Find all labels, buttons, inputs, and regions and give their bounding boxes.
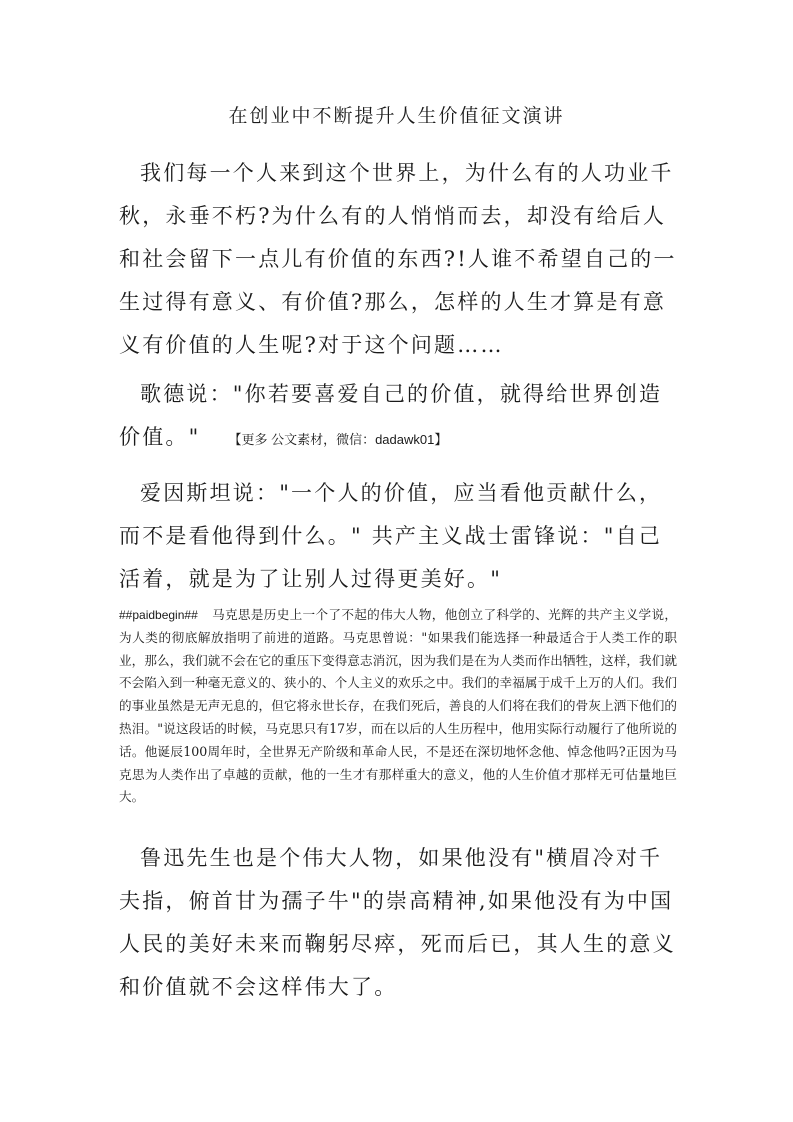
document-title: 在创业中不断提升人生价值征文演讲 — [228, 105, 565, 127]
paragraph-marx — [119, 604, 677, 809]
promo-note: 【更多 公文素材，微信：dadawk01】 — [228, 432, 448, 447]
marx-text: 马克思是历史上一个了不起的伟大人物，他创立了科学的、光辉的共产主义学说，为人类的彻底解放指明了前进的道路。马克思曾说："如果我们能选择一种最适合于人类工作的职业，那么，我们就不会在它的重压下变得意志消沉，因为我们是在为人类而作出牺牲，这样，我们就不会陷入到一种毫无意义的、狭小的、个人主义的欢乐之中。我们的幸福属于成千上万的人们。我们的事业虽然是无声无息的，但它将永世长存，在我们死后，善良的人们将在我们的骨灰上洒下他们的热泪。"说这段话的时候，马克思只有17岁，而在以后的人生历程中，他用实际行动履行了他所说的话。他诞辰100周年时，全世界无产阶级和革命人民，不是还在深切地怀念他、悼念他吗?正因为马克思为人类作出了卓越的贡献，他的一生才有那样重大的意义，他的人生价值才那样无可估量地巨大。 — [119, 607, 677, 805]
paragraph-goethe — [119, 373, 679, 461]
paragraph-luxun: 鲁迅先生也是个伟大人物，如果他没有"横眉冷对千夫指，俯首甘为孺子牛"的崇高精神,如果他没有为中国人民的美好未来而鞠躬尽瘁，死而后已，其人生的意义和价值就不会这样伟大了。 — [119, 846, 676, 999]
paragraph-intro: 我们每一个人来到这个世界上，为什么有的人功业千秋，永垂不朽?为什么有的人悄悄而去，却没有给后人和社会留下一点儿有价值的东西?!人谁不希望自己的一生过得有意义、有价值?那么，怎样的人生才算是有意义有价值的人生呢?对于这个问题…… — [119, 161, 677, 357]
paragraph-einstein-leifeng: 爱因斯坦说："一个人的价值，应当看他贡献什么，而不是看他得到什么。" 共产主义战士雷锋说："自己活着，就是为了让别人过得更美好。" — [119, 481, 663, 591]
goethe-quote: 歌德说："你若要喜爱自己的价值，就得给世界创造价值。" — [119, 382, 663, 449]
paid-begin-marker: ##paidbegin## — [119, 608, 198, 622]
